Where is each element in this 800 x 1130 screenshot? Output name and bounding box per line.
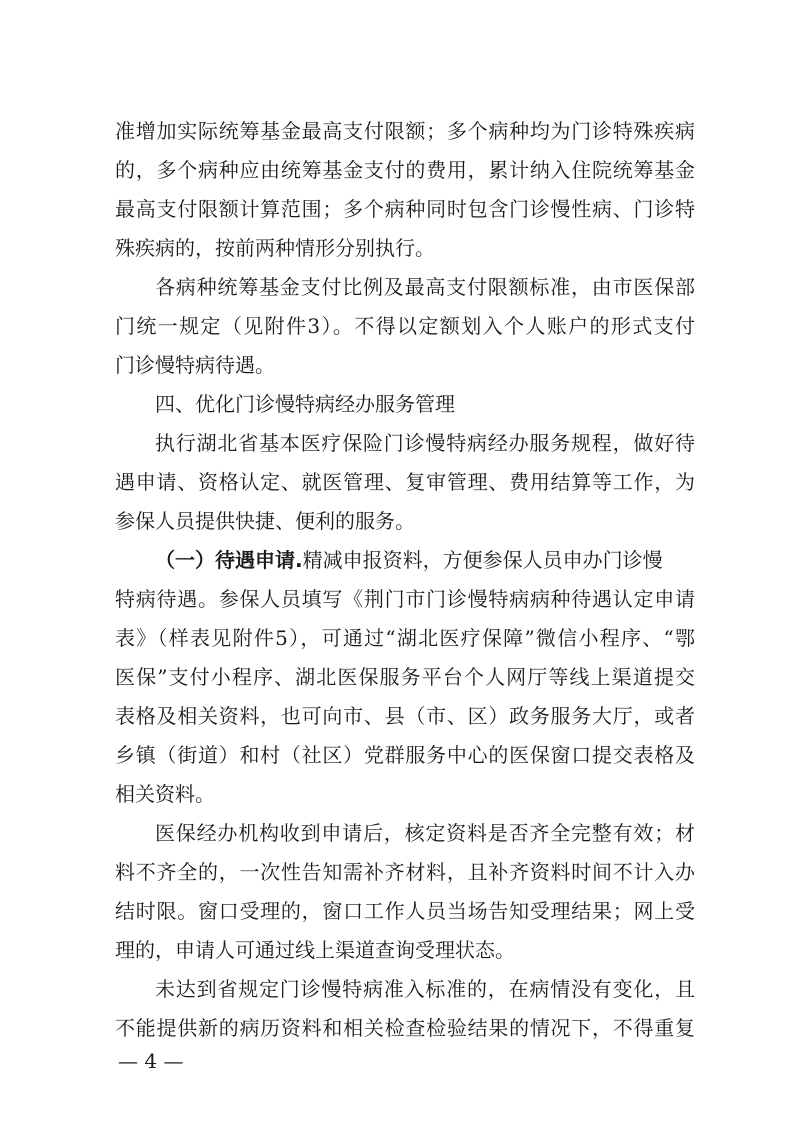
body-line-23: 未达到省规定门诊慢特病准入标准的，在病情没有变化，且	[155, 977, 695, 1001]
body-line-9: 执行湖北省基本医疗保险门诊慢特病经办服务规程，做好待	[155, 431, 695, 455]
body-line-21: 结时限。窗口受理的，窗口工作人员当场告知受理结果；网上受	[115, 899, 695, 923]
subsection-line	[155, 540, 695, 580]
subsection-text: 精减申报资料，方便参保人员申办门诊慢	[302, 548, 663, 572]
body-line-20: 料不齐全的，一次性告知需补齐材料，且补齐资料时间不计入办	[115, 860, 695, 884]
body-line-19: 医保经办机构收到申请后，核定资料是否齐全完整有效；材	[155, 821, 695, 845]
body-line-22: 理的，申请人可通过线上渠道查询受理状态。	[115, 938, 515, 962]
body-line-5: 各病种统筹基金支付比例及最高支付限额标准，由市医保部	[155, 275, 695, 299]
body-line-11: 参保人员提供快捷、便利的服务。	[115, 509, 415, 533]
body-line-15: 医保”支付小程序、湖北医保服务平台个人网厅等线上渠道提交	[115, 665, 695, 689]
body-line-18: 相关资料。	[115, 782, 215, 806]
page-number: — 4 —	[118, 1049, 184, 1073]
body-line-13: 特病待遇。参保人员填写《荆门市门诊慢特病病种待遇认定申请	[115, 587, 695, 611]
body-line-10: 遇申请、资格认定、就医管理、复审管理、费用结算等工作，为	[115, 470, 695, 494]
body-line-6: 门统一规定（见附件3）。不得以定额划入个人账户的形式支付	[115, 314, 695, 338]
body-line-16: 表格及相关资料，也可向市、县（市、区）政务服务大厅，或者	[115, 704, 695, 728]
section-heading: 四、优化门诊慢特病经办服务管理	[155, 392, 455, 416]
body-line-17: 乡镇（街道）和村（社区）党群服务中心的医保窗口提交表格及	[115, 743, 695, 767]
subsection-title: （一）待遇申请.	[155, 548, 303, 572]
body-line-7: 门诊慢特病待遇。	[115, 353, 275, 377]
body-line-25: 不能提供新的病历资料和相关检查检验结果的情况下，不得重复	[115, 1016, 695, 1040]
body-line-1: 准增加实际统筹基金最高支付限额；多个病种均为门诊特殊疾病	[115, 119, 695, 143]
body-line-4: 殊疾病的，按前两种情形分别执行。	[115, 236, 435, 260]
body-line-14: 表》（样表见附件5），可通过“湖北医疗保障”微信小程序、“鄂	[115, 626, 695, 650]
body-line-3: 最高支付限额计算范围；多个病种同时包含门诊慢性病、门诊特	[115, 197, 695, 221]
body-line-2: 的，多个病种应由统筹基金支付的费用，累计纳入住院统筹基金	[115, 158, 695, 182]
